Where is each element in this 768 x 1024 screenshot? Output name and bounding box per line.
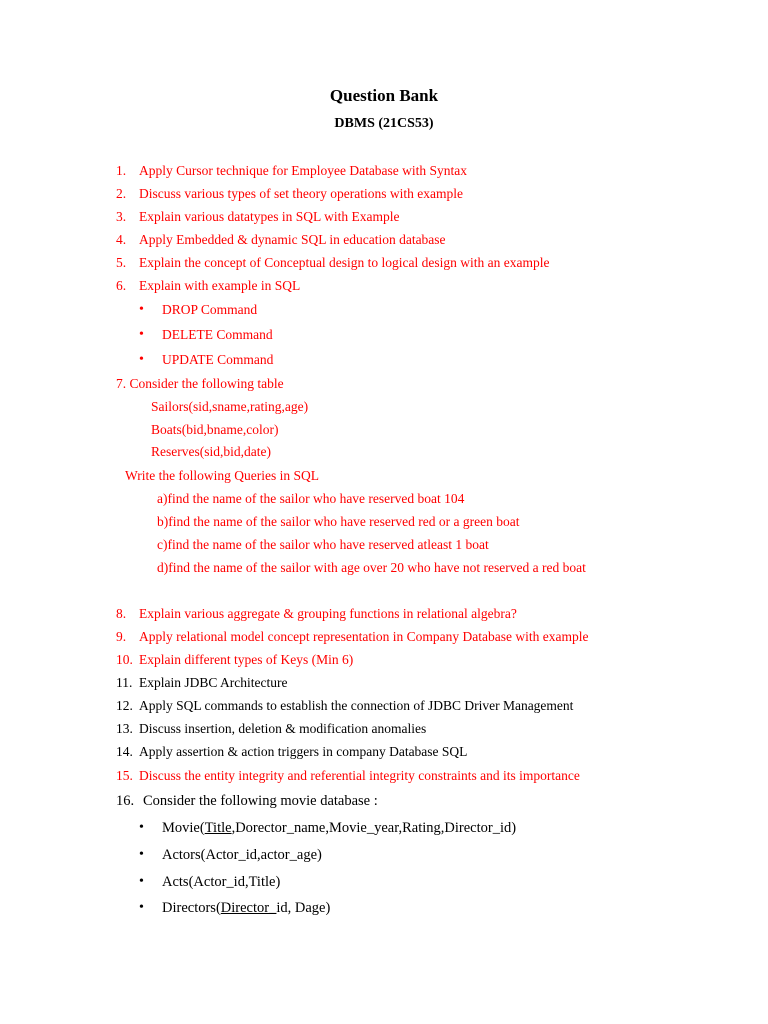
question-number: 10. [116, 652, 133, 667]
question-number: 12. [116, 698, 133, 713]
question-text: Discuss the entity integrity and referential integrity constraints and its importance [139, 768, 580, 783]
bullet-icon: • [139, 352, 144, 367]
bullet-item: UPDATE Command [162, 352, 274, 367]
bullet-icon: • [139, 847, 144, 862]
question-text: Apply assertion & action triggers in company Database SQL [139, 744, 468, 759]
bullet-item: DELETE Command [162, 327, 273, 342]
page-title: Question Bank [329, 86, 439, 105]
question-number: 14. [116, 744, 133, 759]
question-text: Explain the concept of Conceptual design to logical design with an example [139, 255, 550, 270]
question-text: Explain various datatypes in SQL with Example [139, 209, 400, 224]
question-heading: 7. Consider the following table [116, 376, 284, 391]
question-text: Consider the following movie database : [143, 793, 378, 809]
question-number: 3. [116, 209, 127, 224]
table-schema: Sailors(sid,sname,rating,age) [151, 399, 309, 414]
question-number: 6. [116, 278, 127, 293]
question-text: Apply SQL commands to establish the connection of JDBC Driver Management [139, 698, 574, 713]
query-item: a)find the name of the sailor who have reserved boat 104 [157, 491, 465, 506]
bullet-icon: • [139, 900, 144, 915]
schema-item: Directors(Director_id, Dage) [162, 900, 331, 916]
query-instruction: Write the following Queries in SQL [125, 468, 320, 483]
question-number: 16. [116, 793, 135, 809]
page-subtitle: DBMS (21CS53) [334, 116, 434, 131]
query-item: c)find the name of the sailor who have reserved atleast 1 boat [157, 537, 489, 552]
question-text: Apply Cursor technique for Employee Database with Syntax [139, 163, 468, 178]
bullet-icon: • [139, 327, 144, 342]
table-schema: Reserves(sid,bid,date) [151, 444, 271, 459]
bullet-icon: • [139, 302, 144, 317]
query-item: d)find the name of the sailor with age over 20 who have not reserved a red boat [157, 560, 586, 575]
question-text: Apply relational model concept representation in Company Database with example [139, 629, 589, 644]
question-text: Discuss insertion, deletion & modification anomalies [139, 721, 427, 736]
question-number: 8. [116, 606, 127, 621]
schema-item: Actors(Actor_id,actor_age) [162, 847, 322, 863]
question-text: Explain JDBC Architecture [139, 675, 288, 690]
question-number: 13. [116, 721, 133, 736]
question-number: 9. [116, 629, 127, 644]
question-text: Explain with example in SQL [139, 278, 301, 293]
bullet-icon: • [139, 874, 144, 889]
question-number: 4. [116, 232, 127, 247]
question-text: Apply Embedded & dynamic SQL in education database [139, 232, 446, 247]
question-number: 15. [116, 768, 133, 783]
question-number: 11. [116, 675, 133, 690]
question-number: 2. [116, 186, 127, 201]
schema-item: Movie(Title,Dorector_name,Movie_year,Rating,Director_id) [162, 820, 517, 836]
bullet-icon: • [139, 820, 144, 835]
question-text: Explain different types of Keys (Min 6) [139, 652, 354, 667]
schema-item: Acts(Actor_id,Title) [162, 874, 281, 890]
query-item: b)find the name of the sailor who have reserved red or a green boat [157, 514, 520, 529]
bullet-item: DROP Command [162, 302, 258, 317]
table-schema: Boats(bid,bname,color) [151, 422, 279, 437]
question-number: 1. [116, 163, 127, 178]
question-number: 5. [116, 255, 127, 270]
question-text: Explain various aggregate & grouping functions in relational algebra? [139, 606, 517, 621]
question-text: Discuss various types of set theory operations with example [139, 186, 463, 201]
